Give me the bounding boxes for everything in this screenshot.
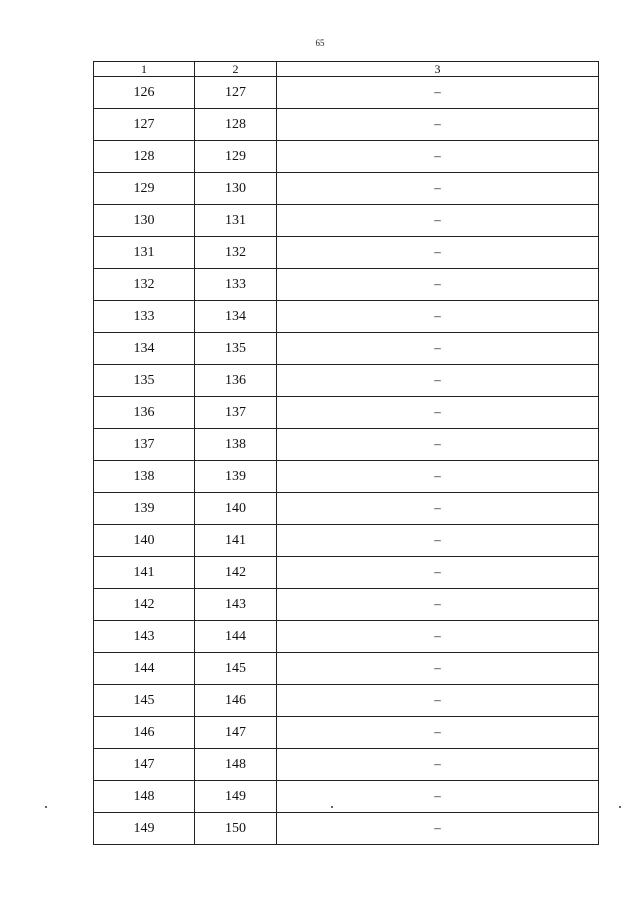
table-cell-col-3	[277, 493, 599, 525]
table-cell-col-3	[277, 173, 599, 205]
table-cell-col-2: 143	[195, 589, 277, 621]
table-row	[94, 781, 599, 813]
table-row	[94, 301, 599, 333]
table-cell-col-3	[277, 653, 599, 685]
table-cell-col-1: 127	[94, 109, 195, 141]
table-row	[94, 365, 599, 397]
table-row	[94, 493, 599, 525]
table-row	[94, 141, 599, 173]
table-cell-col-3	[277, 109, 599, 141]
table-cell-col-1: 139	[94, 493, 195, 525]
table-cell-col-1: 132	[94, 269, 195, 301]
page-number: 65	[315, 38, 325, 48]
table-cell-col-3	[277, 685, 599, 717]
table-row	[94, 749, 599, 781]
table-cell-col-1: 144	[94, 653, 195, 685]
dash-value: –	[434, 500, 441, 515]
table-cell-col-2: 145	[195, 653, 277, 685]
table-cell-col-2: 132	[195, 237, 277, 269]
table-cell-col-1: 134	[94, 333, 195, 365]
table-cell-col-2: 134	[195, 301, 277, 333]
scan-speck	[45, 806, 47, 808]
dash-value: –	[434, 756, 441, 771]
table-row	[94, 461, 599, 493]
table-cell-col-1: 145	[94, 685, 195, 717]
dash-value: –	[434, 180, 441, 195]
table-row	[94, 269, 599, 301]
table-cell-col-2: 136	[195, 365, 277, 397]
dash-value: –	[434, 788, 441, 803]
table-cell-col-3	[277, 269, 599, 301]
table-row	[94, 429, 599, 461]
dash-value: –	[434, 116, 441, 131]
table-cell-col-3	[277, 525, 599, 557]
table-cell-col-2: 140	[195, 493, 277, 525]
table-cell-col-2: 137	[195, 397, 277, 429]
dash-value: –	[434, 532, 441, 547]
table-row	[94, 813, 599, 845]
table-cell-col-1: 138	[94, 461, 195, 493]
table-cell-col-3	[277, 461, 599, 493]
table-cell-col-1: 146	[94, 717, 195, 749]
table-cell-col-2: 138	[195, 429, 277, 461]
table-cell-col-2: 144	[195, 621, 277, 653]
table-cell-col-1: 141	[94, 557, 195, 589]
dash-value: –	[434, 692, 441, 707]
table-cell-col-2: 150	[195, 813, 277, 845]
table-cell-col-1: 128	[94, 141, 195, 173]
table-row	[94, 621, 599, 653]
column-header-2: 2	[195, 62, 277, 77]
scan-speck	[619, 806, 621, 808]
table-cell-col-3	[277, 301, 599, 333]
table-cell-col-2: 149	[195, 781, 277, 813]
table-cell-col-1: 131	[94, 237, 195, 269]
dash-value: –	[434, 212, 441, 227]
dash-value: –	[434, 84, 441, 99]
table-row	[94, 525, 599, 557]
table-cell-col-3	[277, 781, 599, 813]
dash-value: –	[434, 436, 441, 451]
column-header-3: 3	[277, 62, 599, 77]
table-cell-col-1: 126	[94, 77, 195, 109]
dash-value: –	[434, 372, 441, 387]
table-row	[94, 77, 599, 109]
table-cell-col-2: 133	[195, 269, 277, 301]
table-cell-col-3	[277, 813, 599, 845]
table-cell-col-1: 133	[94, 301, 195, 333]
table-cell-col-3	[277, 205, 599, 237]
dash-value: –	[434, 660, 441, 675]
table-cell-col-2: 142	[195, 557, 277, 589]
dash-value: –	[434, 404, 441, 419]
table-cell-col-1: 149	[94, 813, 195, 845]
table-cell-col-3	[277, 141, 599, 173]
column-header-1: 1	[94, 62, 195, 77]
data-table	[93, 61, 599, 845]
table-cell-col-2: 127	[195, 77, 277, 109]
table-cell-col-1: 137	[94, 429, 195, 461]
dash-value: –	[434, 628, 441, 643]
table-cell-col-2: 129	[195, 141, 277, 173]
table-cell-col-2: 130	[195, 173, 277, 205]
table-cell-col-2: 139	[195, 461, 277, 493]
table-cell-col-3	[277, 429, 599, 461]
scan-speck	[331, 806, 333, 808]
table-row	[94, 685, 599, 717]
table-row	[94, 333, 599, 365]
table-cell-col-2: 141	[195, 525, 277, 557]
table-cell-col-1: 148	[94, 781, 195, 813]
table-row	[94, 109, 599, 141]
dash-value: –	[434, 596, 441, 611]
table-cell-col-1: 143	[94, 621, 195, 653]
dash-value: –	[434, 724, 441, 739]
table-cell-col-3	[277, 589, 599, 621]
table-cell-col-2: 135	[195, 333, 277, 365]
table-cell-col-3	[277, 77, 599, 109]
table-row	[94, 589, 599, 621]
dash-value: –	[434, 244, 441, 259]
table-cell-col-1: 135	[94, 365, 195, 397]
table-cell-col-1: 136	[94, 397, 195, 429]
table-cell-col-3	[277, 237, 599, 269]
table-cell-col-2: 148	[195, 749, 277, 781]
table-cell-col-3	[277, 557, 599, 589]
table-cell-col-3	[277, 717, 599, 749]
dash-value: –	[434, 276, 441, 291]
table-cell-col-2: 131	[195, 205, 277, 237]
table-cell-col-1: 147	[94, 749, 195, 781]
table-row	[94, 205, 599, 237]
table-cell-col-1: 142	[94, 589, 195, 621]
dash-value: –	[434, 468, 441, 483]
dash-value: –	[434, 308, 441, 323]
table-cell-col-1: 130	[94, 205, 195, 237]
dash-value: –	[434, 564, 441, 579]
table-cell-col-2: 146	[195, 685, 277, 717]
table-cell-col-3	[277, 365, 599, 397]
table-row	[94, 173, 599, 205]
table-cell-col-2: 147	[195, 717, 277, 749]
table-cell-col-1: 129	[94, 173, 195, 205]
table-body	[94, 77, 599, 845]
dash-value: –	[434, 340, 441, 355]
dash-value: –	[434, 148, 441, 163]
table-row	[94, 653, 599, 685]
table-row	[94, 237, 599, 269]
table-cell-col-3	[277, 749, 599, 781]
dash-value: –	[434, 820, 441, 835]
table-row	[94, 557, 599, 589]
table-header-row	[94, 62, 599, 77]
table-row	[94, 397, 599, 429]
table-cell-col-3	[277, 397, 599, 429]
table-cell-col-3	[277, 333, 599, 365]
table-row	[94, 717, 599, 749]
table-cell-col-1: 140	[94, 525, 195, 557]
table-cell-col-2: 128	[195, 109, 277, 141]
table-cell-col-3	[277, 621, 599, 653]
